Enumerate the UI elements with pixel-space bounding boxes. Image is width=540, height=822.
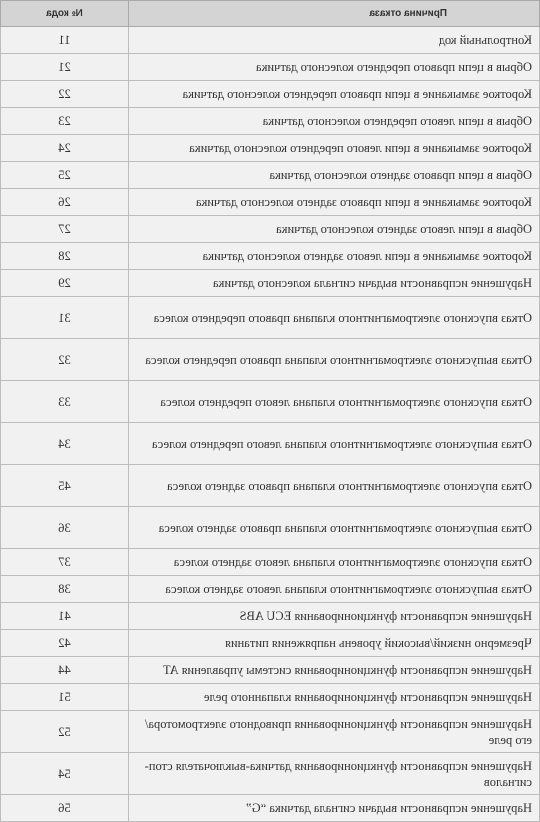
table-row <box>1 54 540 81</box>
table-row <box>1 270 540 297</box>
fault-code-cell: 56 <box>1 795 129 822</box>
fault-code-cell: 31 <box>1 297 129 339</box>
table-row <box>1 162 540 189</box>
fault-code-cell: 11 <box>1 27 129 54</box>
header-code: № кода <box>1 1 129 27</box>
fault-cause-cell: Отказ выпускного электромагнитного клапана левого заднего колеса <box>129 576 540 603</box>
fault-code-cell: 22 <box>1 81 129 108</box>
table-row <box>1 795 540 822</box>
fault-cause-cell: Обрыв в цепи левого заднего колесного датчика <box>129 216 540 243</box>
fault-code-cell: 36 <box>1 507 129 549</box>
fault-code-cell: 33 <box>1 381 129 423</box>
table-row <box>1 339 540 381</box>
fault-code-cell: 24 <box>1 135 129 162</box>
fault-cause-cell: Нарушение исправности выдачи сигнала датчика “G” <box>129 795 540 822</box>
fault-code-cell: 34 <box>1 423 129 465</box>
fault-cause-cell: Контрольный код <box>129 27 540 54</box>
table-row <box>1 243 540 270</box>
fault-cause-cell: Короткое замыкание в цепи правого заднего колесного датчика <box>129 189 540 216</box>
table-row <box>1 657 540 684</box>
fault-cause-cell: Нарушение исправности функционирования клапанного реле <box>129 684 540 711</box>
table-row <box>1 630 540 657</box>
fault-cause-cell: Короткое замыкание в цепи левого заднего колесного датчика <box>129 243 540 270</box>
fault-code-cell: 38 <box>1 576 129 603</box>
fault-cause-cell: Отказ выпускного электромагнитного клапана левого переднего колеса <box>129 423 540 465</box>
table-row <box>1 81 540 108</box>
fault-code-cell: 44 <box>1 657 129 684</box>
table-row <box>1 423 540 465</box>
fault-cause-cell: Отказ впускного электромагнитного клапана правого переднего колеса <box>129 297 540 339</box>
fault-cause-cell: Нарушение исправности функционирования системы управления АТ <box>129 657 540 684</box>
fault-cause-cell: Обрыв в цепи правого переднего колесного датчика <box>129 54 540 81</box>
fault-cause-cell: Короткое замыкание в цепи правого переднего колесного датчика <box>129 81 540 108</box>
fault-cause-cell: Нарушение исправности функционирования ECU ABS <box>129 603 540 630</box>
table-row <box>1 603 540 630</box>
fault-code-cell: 26 <box>1 189 129 216</box>
fault-code-cell: 41 <box>1 603 129 630</box>
fault-code-cell: 32 <box>1 339 129 381</box>
table-row <box>1 684 540 711</box>
table-header-row <box>1 1 540 27</box>
table-row <box>1 753 540 795</box>
table-row <box>1 216 540 243</box>
fault-code-cell: 29 <box>1 270 129 297</box>
fault-cause-cell: Отказ выпускного электромагнитного клапана правого переднего колеса <box>129 339 540 381</box>
fault-code-cell: 54 <box>1 753 129 795</box>
header-cause: Причина отказа <box>129 1 540 27</box>
fault-code-cell: 45 <box>1 465 129 507</box>
table-row <box>1 465 540 507</box>
table-row <box>1 297 540 339</box>
fault-code-cell: 28 <box>1 243 129 270</box>
fault-code-cell: 27 <box>1 216 129 243</box>
fault-code-cell: 21 <box>1 54 129 81</box>
table-body <box>1 27 540 822</box>
table-row <box>1 189 540 216</box>
fault-cause-cell: Обрыв в цепи правого заднего колесного датчика <box>129 162 540 189</box>
fault-cause-cell: Чрезмерно низкий/высокий уровень напряжения питания <box>129 630 540 657</box>
fault-cause-cell: Отказ впускного электромагнитного клапана правого заднего колеса <box>129 465 540 507</box>
table-row <box>1 711 540 753</box>
fault-cause-cell: Короткое замыкание в цепи левого переднего колесного датчика <box>129 135 540 162</box>
fault-cause-cell: Нарушение исправности выдачи сигнала колесного датчика <box>129 270 540 297</box>
fault-code-cell: 23 <box>1 108 129 135</box>
fault-cause-cell: Отказ впускного электромагнитного клапана левого заднего колеса <box>129 549 540 576</box>
fault-code-cell: 52 <box>1 711 129 753</box>
table-row <box>1 576 540 603</box>
table-row <box>1 507 540 549</box>
table-row <box>1 135 540 162</box>
fault-code-cell: 42 <box>1 630 129 657</box>
table-row <box>1 27 540 54</box>
fault-cause-cell: Отказ впускного электромагнитного клапана левого переднего колеса <box>129 381 540 423</box>
fault-cause-cell: Обрыв в цепи левого переднего колесного датчика <box>129 108 540 135</box>
fault-code-cell: 51 <box>1 684 129 711</box>
fault-cause-cell: Нарушение исправности функционирования датчика-выключателя стоп-сигналов <box>129 753 540 795</box>
fault-cause-cell: Нарушение исправности функционирования приводного электромотора/его реле <box>129 711 540 753</box>
table-row <box>1 381 540 423</box>
table-row <box>1 108 540 135</box>
fault-code-cell: 25 <box>1 162 129 189</box>
table-row <box>1 549 540 576</box>
fault-cause-cell: Отказ выпускного электромагнитного клапана правого заднего колеса <box>129 507 540 549</box>
fault-code-cell: 37 <box>1 549 129 576</box>
